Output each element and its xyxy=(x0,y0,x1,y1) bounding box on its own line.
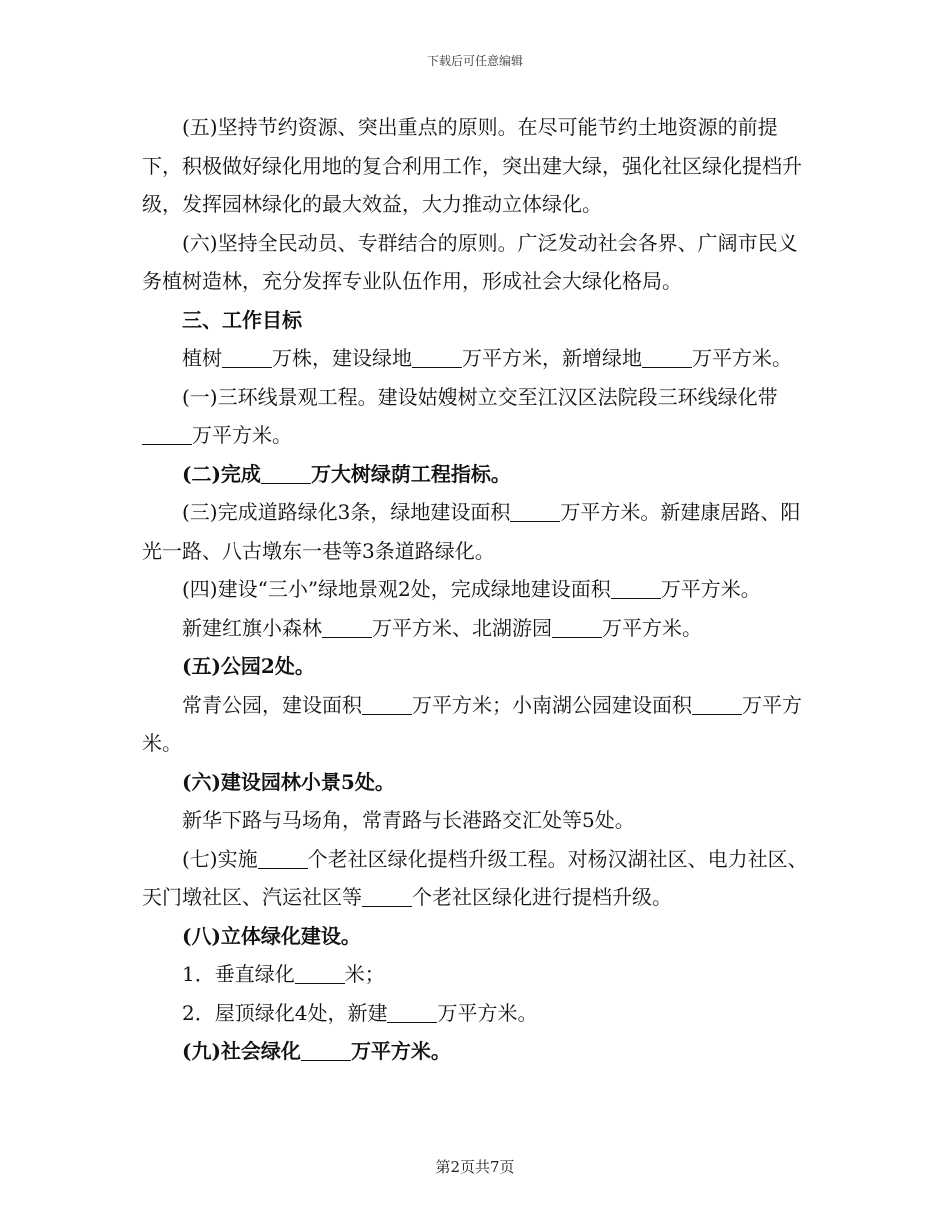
principle-6-paragraph: (六)坚持全民动员、专群结合的原则。广泛发动社会各界、广阔市民义务植树造林，充分发挥专业队伍作用，形成社会大绿化格局。 xyxy=(142,230,798,293)
blank-line xyxy=(611,578,661,599)
blank-line xyxy=(362,694,412,715)
blank-line xyxy=(510,501,560,522)
blank-line xyxy=(412,347,462,368)
blank-line xyxy=(142,424,192,445)
principle-5-paragraph: (五)坚持节约资源、突出重点的原则。在尽可能节约土地资源的前提下，积极做好绿化用地的复合利用工作，突出建大绿，强化社区绿化提档升级，发挥园林绿化的最大效益，大力推动立体绿化。 xyxy=(142,115,802,216)
blank-line xyxy=(295,963,345,984)
blank-line xyxy=(222,347,272,368)
document-body xyxy=(142,108,808,1071)
blank-line xyxy=(258,848,308,869)
blank-line xyxy=(322,617,372,638)
goal-6-detail-paragraph: 新华下路与马场角，常青路与长港路交汇处等5处。 xyxy=(182,808,635,832)
goal-5-detail-paragraph: 常青公园，建设面积 万平方米；小南湖公园建设面积 万平方米。 xyxy=(142,692,802,755)
page-footer: 第2页共7页 xyxy=(435,1158,515,1176)
blank-line xyxy=(692,694,742,715)
goal-8-heading: (八)立体绿化建设。 xyxy=(182,923,361,948)
goal-summary-paragraph: 植树 万株，建设绿地 万平方米，新增绿地 万平方米。 xyxy=(182,346,792,370)
blank-line xyxy=(261,463,311,484)
goal-4-detail-paragraph: 新建红旗小森林 万平方米、北湖游园 万平方米。 xyxy=(182,615,702,640)
goal-7-paragraph: (七)实施 个老社区绿化提档升级工程。对杨汉湖社区、电力社区、天门墩社区、汽运社区等 个老社区绿化进行提档升级。 xyxy=(142,846,808,909)
goal-5-heading: (五)公园2处。 xyxy=(182,654,315,678)
goal-3-paragraph: (三)完成道路绿化3条，绿地建设面积 万平方米。新建康居路、阳光一路、八古墩东一巷等3条道路绿化。 xyxy=(142,500,801,563)
blank-line xyxy=(362,886,412,907)
blank-line xyxy=(552,617,602,638)
goal-9-paragraph: (九)社会绿化 万平方米。 xyxy=(182,1039,451,1063)
page-header: 下载后可任意编辑 xyxy=(426,54,523,68)
goal-1-paragraph: (一)三环线景观工程。建设姑嫂树立交至江汉区法院段三环线绿化带万平方米。 xyxy=(142,378,808,455)
blank-line xyxy=(642,347,692,368)
goal-8-item-1: 1．垂直绿化 米； xyxy=(182,962,385,986)
blank-line xyxy=(387,1002,437,1023)
goal-8-item-2: 2．屋顶绿化4处，新建 万平方米。 xyxy=(182,1000,538,1025)
section-heading-work-goals: 三、工作目标 xyxy=(182,307,302,332)
goal-4-paragraph: (四)建设“三小”绿地景观2处，完成绿地建设面积 万平方米。 xyxy=(182,577,761,601)
blank-line xyxy=(301,1040,351,1061)
goal-6-heading: (六)建设园林小景5处。 xyxy=(182,769,395,794)
goal-2-paragraph: (二)完成 万大树绿荫工程指标。 xyxy=(182,461,511,486)
